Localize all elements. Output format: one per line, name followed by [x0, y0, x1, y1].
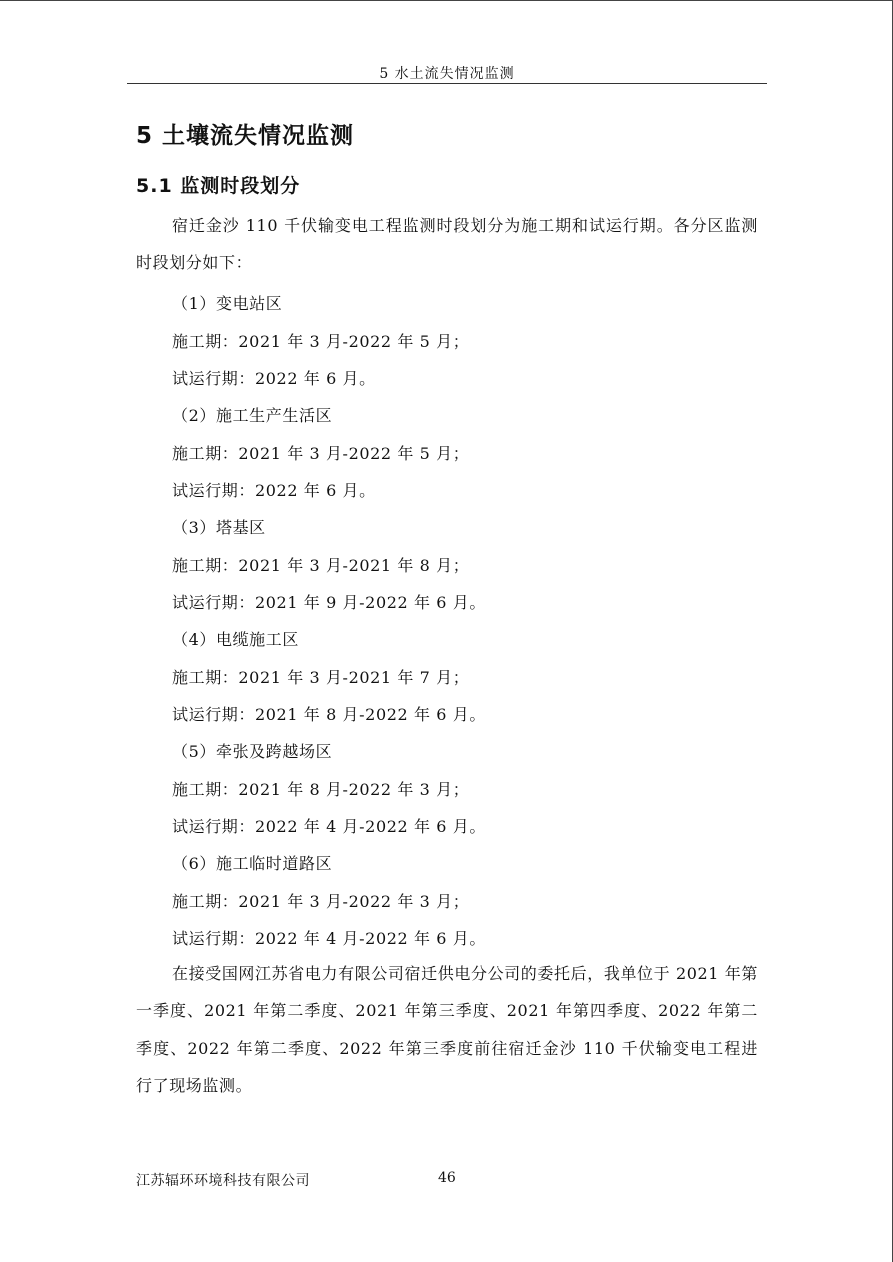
- closing-paragraph: 在接受国网江苏省电力有限公司宿迁供电分公司的委托后，我单位于 2021 年第一季度、2021 年第二季度、2021 年第三季度、2021 年第四季度、2022 年第二季度、2022 年第二季度、2022 年第三季度前往宿迁金沙 110 千伏输变电工程进行了现场监测。: [136, 964, 758, 1096]
- area-2-name: （2）施工生产生活区: [172, 406, 333, 425]
- area-5-trial: 试运行期：2022 年 4 月-2022 年 6 月。: [172, 817, 486, 836]
- area-2-trial: 试运行期：2022 年 6 月。: [172, 481, 376, 500]
- area-5-name: （5）牵张及跨越场区: [172, 742, 333, 761]
- page-border-top: [0, 0, 893, 1]
- area-3-construction: 施工期：2021 年 3 月-2021 年 8 月；: [172, 556, 470, 575]
- area-1-name: （1）变电站区: [172, 294, 283, 313]
- running-header: 5 水土流失情况监测: [379, 66, 515, 82]
- area-1-construction: 施工期：2021 年 3 月-2022 年 5 月；: [172, 332, 470, 351]
- area-6-construction: 施工期：2021 年 3 月-2022 年 3 月；: [172, 892, 470, 911]
- area-6-name: （6）施工临时道路区: [172, 854, 333, 873]
- area-1-trial: 试运行期：2022 年 6 月。: [172, 369, 376, 388]
- area-3-name: （3）塔基区: [172, 518, 266, 537]
- area-4-construction: 施工期：2021 年 3 月-2021 年 7 月；: [172, 668, 470, 687]
- subsection-heading: 5.1 监测时段划分: [136, 175, 301, 197]
- footer-company: 江苏辐环环境科技有限公司: [136, 1173, 310, 1189]
- area-2-construction: 施工期：2021 年 3 月-2022 年 5 月；: [172, 444, 470, 463]
- intro-paragraph: 宿迁金沙 110 千伏输变电工程监测时段划分为施工期和试运行期。各分区监测时段划分如下：: [136, 216, 758, 273]
- section-heading: 5 土壤流失情况监测: [136, 123, 355, 149]
- area-5-construction: 施工期：2021 年 8 月-2022 年 3 月；: [172, 780, 470, 799]
- area-4-name: （4）电缆施工区: [172, 630, 299, 649]
- area-3-trial: 试运行期：2021 年 9 月-2022 年 6 月。: [172, 593, 486, 612]
- page-number: 46: [438, 1170, 456, 1186]
- header-rule: [127, 83, 767, 84]
- area-6-trial: 试运行期：2022 年 4 月-2022 年 6 月。: [172, 929, 486, 948]
- area-4-trial: 试运行期：2021 年 8 月-2022 年 6 月。: [172, 705, 486, 724]
